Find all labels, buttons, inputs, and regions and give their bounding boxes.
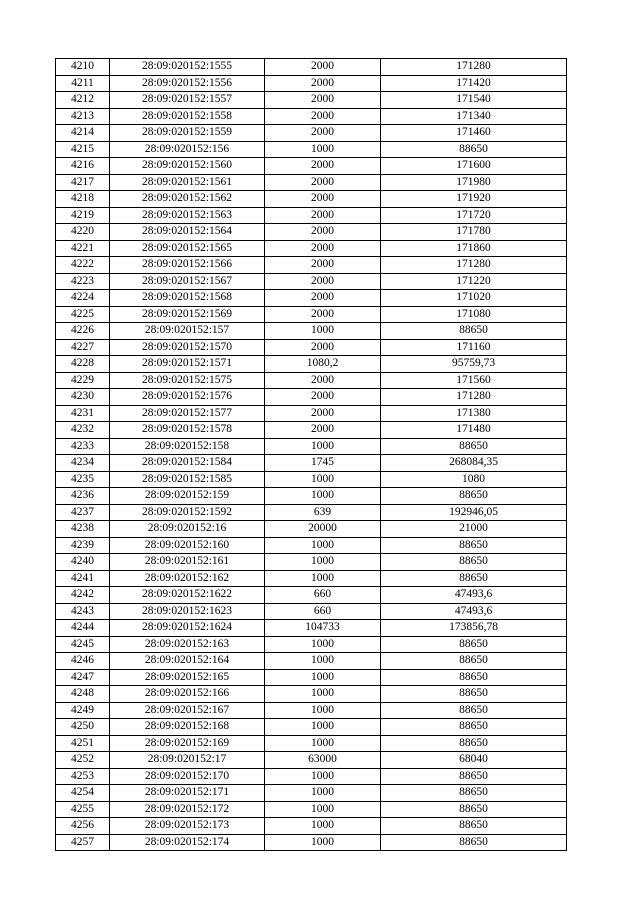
area-cell: 2000 bbox=[265, 75, 381, 92]
value-cell: 171480 bbox=[381, 422, 567, 439]
value-cell: 171600 bbox=[381, 158, 567, 175]
table-row bbox=[56, 504, 567, 521]
area-cell: 2000 bbox=[265, 108, 381, 125]
table-body bbox=[56, 59, 567, 851]
value-cell: 88650 bbox=[381, 818, 567, 835]
row-number-cell: 4233 bbox=[56, 438, 110, 455]
cadastral-number-cell: 28:09:020152:1555 bbox=[110, 59, 265, 76]
row-number-cell: 4253 bbox=[56, 768, 110, 785]
cadastral-number-cell: 28:09:020152:1592 bbox=[110, 504, 265, 521]
cadastral-number-cell: 28:09:020152:1577 bbox=[110, 405, 265, 422]
table-row bbox=[56, 273, 567, 290]
row-number-cell: 4245 bbox=[56, 636, 110, 653]
value-cell: 171160 bbox=[381, 339, 567, 356]
row-number-cell: 4215 bbox=[56, 141, 110, 158]
area-cell: 1000 bbox=[265, 537, 381, 554]
cadastral-number-cell: 28:09:020152:166 bbox=[110, 686, 265, 703]
row-number-cell: 4238 bbox=[56, 521, 110, 538]
table-row bbox=[56, 801, 567, 818]
value-cell: 171380 bbox=[381, 405, 567, 422]
area-cell: 2000 bbox=[265, 158, 381, 175]
area-cell: 1000 bbox=[265, 554, 381, 571]
row-number-cell: 4230 bbox=[56, 389, 110, 406]
row-number-cell: 4251 bbox=[56, 735, 110, 752]
cadastral-number-cell: 28:09:020152:164 bbox=[110, 653, 265, 670]
area-cell: 1745 bbox=[265, 455, 381, 472]
table-row bbox=[56, 554, 567, 571]
cadastral-number-cell: 28:09:020152:1570 bbox=[110, 339, 265, 356]
area-cell: 2000 bbox=[265, 125, 381, 142]
area-cell: 2000 bbox=[265, 191, 381, 208]
value-cell: 47493,6 bbox=[381, 603, 567, 620]
row-number-cell: 4240 bbox=[56, 554, 110, 571]
table-row bbox=[56, 75, 567, 92]
cadastral-number-cell: 28:09:020152:1566 bbox=[110, 257, 265, 274]
cadastral-number-cell: 28:09:020152:160 bbox=[110, 537, 265, 554]
row-number-cell: 4237 bbox=[56, 504, 110, 521]
row-number-cell: 4210 bbox=[56, 59, 110, 76]
row-number-cell: 4248 bbox=[56, 686, 110, 703]
table-row bbox=[56, 653, 567, 670]
value-cell: 88650 bbox=[381, 537, 567, 554]
row-number-cell: 4244 bbox=[56, 620, 110, 637]
table-row bbox=[56, 471, 567, 488]
table-row bbox=[56, 603, 567, 620]
table-row bbox=[56, 174, 567, 191]
table-row bbox=[56, 686, 567, 703]
row-number-cell: 4242 bbox=[56, 587, 110, 604]
area-cell: 20000 bbox=[265, 521, 381, 538]
area-cell: 1000 bbox=[265, 686, 381, 703]
value-cell: 88650 bbox=[381, 636, 567, 653]
row-number-cell: 4256 bbox=[56, 818, 110, 835]
row-number-cell: 4222 bbox=[56, 257, 110, 274]
area-cell: 2000 bbox=[265, 389, 381, 406]
cadastral-number-cell: 28:09:020152:1575 bbox=[110, 372, 265, 389]
row-number-cell: 4224 bbox=[56, 290, 110, 307]
cadastral-number-cell: 28:09:020152:172 bbox=[110, 801, 265, 818]
cadastral-number-cell: 28:09:020152:1565 bbox=[110, 240, 265, 257]
area-cell: 1000 bbox=[265, 818, 381, 835]
row-number-cell: 4228 bbox=[56, 356, 110, 373]
value-cell: 171860 bbox=[381, 240, 567, 257]
table-row bbox=[56, 636, 567, 653]
area-cell: 1000 bbox=[265, 702, 381, 719]
cadastral-number-cell: 28:09:020152:158 bbox=[110, 438, 265, 455]
value-cell: 88650 bbox=[381, 686, 567, 703]
area-cell: 2000 bbox=[265, 224, 381, 241]
area-cell: 2000 bbox=[265, 174, 381, 191]
cadastral-number-cell: 28:09:020152:159 bbox=[110, 488, 265, 505]
row-number-cell: 4232 bbox=[56, 422, 110, 439]
cadastral-number-cell: 28:09:020152:16 bbox=[110, 521, 265, 538]
row-number-cell: 4250 bbox=[56, 719, 110, 736]
cadastral-number-cell: 28:09:020152:1569 bbox=[110, 306, 265, 323]
value-cell: 171980 bbox=[381, 174, 567, 191]
row-number-cell: 4235 bbox=[56, 471, 110, 488]
row-number-cell: 4217 bbox=[56, 174, 110, 191]
value-cell: 171720 bbox=[381, 207, 567, 224]
table-row bbox=[56, 422, 567, 439]
table-row bbox=[56, 570, 567, 587]
value-cell: 268084,35 bbox=[381, 455, 567, 472]
cadastral-number-cell: 28:09:020152:17 bbox=[110, 752, 265, 769]
cadastral-number-cell: 28:09:020152:1562 bbox=[110, 191, 265, 208]
row-number-cell: 4211 bbox=[56, 75, 110, 92]
value-cell: 95759,73 bbox=[381, 356, 567, 373]
area-cell: 2000 bbox=[265, 257, 381, 274]
cadastral-number-cell: 28:09:020152:169 bbox=[110, 735, 265, 752]
table-row bbox=[56, 323, 567, 340]
area-cell: 2000 bbox=[265, 372, 381, 389]
area-cell: 1000 bbox=[265, 471, 381, 488]
cadastral-number-cell: 28:09:020152:156 bbox=[110, 141, 265, 158]
cadastral-number-cell: 28:09:020152:171 bbox=[110, 785, 265, 802]
value-cell: 171920 bbox=[381, 191, 567, 208]
value-cell: 88650 bbox=[381, 801, 567, 818]
table-row bbox=[56, 339, 567, 356]
cadastral-number-cell: 28:09:020152:1567 bbox=[110, 273, 265, 290]
area-cell: 1000 bbox=[265, 653, 381, 670]
row-number-cell: 4225 bbox=[56, 306, 110, 323]
area-cell: 1000 bbox=[265, 488, 381, 505]
value-cell: 88650 bbox=[381, 669, 567, 686]
cadastral-number-cell: 28:09:020152:163 bbox=[110, 636, 265, 653]
table-row bbox=[56, 224, 567, 241]
table-row bbox=[56, 587, 567, 604]
table-row bbox=[56, 372, 567, 389]
area-cell: 1000 bbox=[265, 636, 381, 653]
area-cell: 2000 bbox=[265, 339, 381, 356]
cadastral-number-cell: 28:09:020152:1571 bbox=[110, 356, 265, 373]
row-number-cell: 4252 bbox=[56, 752, 110, 769]
value-cell: 171780 bbox=[381, 224, 567, 241]
value-cell: 88650 bbox=[381, 834, 567, 851]
value-cell: 88650 bbox=[381, 768, 567, 785]
table-row bbox=[56, 108, 567, 125]
table-row bbox=[56, 818, 567, 835]
row-number-cell: 4221 bbox=[56, 240, 110, 257]
row-number-cell: 4213 bbox=[56, 108, 110, 125]
area-cell: 1000 bbox=[265, 570, 381, 587]
value-cell: 47493,6 bbox=[381, 587, 567, 604]
table-row bbox=[56, 125, 567, 142]
table-row bbox=[56, 521, 567, 538]
table-row bbox=[56, 191, 567, 208]
cadastral-number-cell: 28:09:020152:157 bbox=[110, 323, 265, 340]
table-row bbox=[56, 257, 567, 274]
cadastral-number-cell: 28:09:020152:1623 bbox=[110, 603, 265, 620]
row-number-cell: 4223 bbox=[56, 273, 110, 290]
row-number-cell: 4254 bbox=[56, 785, 110, 802]
table-row bbox=[56, 207, 567, 224]
area-cell: 1080,2 bbox=[265, 356, 381, 373]
value-cell: 171420 bbox=[381, 75, 567, 92]
cadastral-number-cell: 28:09:020152:165 bbox=[110, 669, 265, 686]
value-cell: 88650 bbox=[381, 141, 567, 158]
area-cell: 1000 bbox=[265, 323, 381, 340]
value-cell: 171540 bbox=[381, 92, 567, 109]
row-number-cell: 4257 bbox=[56, 834, 110, 851]
value-cell: 88650 bbox=[381, 653, 567, 670]
table-row bbox=[56, 240, 567, 257]
table-row bbox=[56, 669, 567, 686]
cadastral-number-cell: 28:09:020152:170 bbox=[110, 768, 265, 785]
area-cell: 1000 bbox=[265, 669, 381, 686]
value-cell: 171280 bbox=[381, 59, 567, 76]
area-cell: 104733 bbox=[265, 620, 381, 637]
area-cell: 2000 bbox=[265, 422, 381, 439]
cadastral-number-cell: 28:09:020152:1557 bbox=[110, 92, 265, 109]
table-row bbox=[56, 59, 567, 76]
cadastral-number-cell: 28:09:020152:174 bbox=[110, 834, 265, 851]
value-cell: 171020 bbox=[381, 290, 567, 307]
value-cell: 171280 bbox=[381, 389, 567, 406]
table-row bbox=[56, 735, 567, 752]
area-cell: 2000 bbox=[265, 59, 381, 76]
value-cell: 88650 bbox=[381, 554, 567, 571]
area-cell: 1000 bbox=[265, 801, 381, 818]
row-number-cell: 4218 bbox=[56, 191, 110, 208]
value-cell: 171280 bbox=[381, 257, 567, 274]
cadastral-number-cell: 28:09:020152:1585 bbox=[110, 471, 265, 488]
table-row bbox=[56, 306, 567, 323]
area-cell: 660 bbox=[265, 603, 381, 620]
row-number-cell: 4227 bbox=[56, 339, 110, 356]
value-cell: 88650 bbox=[381, 323, 567, 340]
cadastral-number-cell: 28:09:020152:1563 bbox=[110, 207, 265, 224]
table-row bbox=[56, 290, 567, 307]
table-row bbox=[56, 768, 567, 785]
data-table bbox=[55, 58, 567, 851]
cadastral-number-cell: 28:09:020152:1584 bbox=[110, 455, 265, 472]
area-cell: 1000 bbox=[265, 785, 381, 802]
cadastral-number-cell: 28:09:020152:1556 bbox=[110, 75, 265, 92]
area-cell: 1000 bbox=[265, 719, 381, 736]
area-cell: 1000 bbox=[265, 141, 381, 158]
area-cell: 2000 bbox=[265, 405, 381, 422]
row-number-cell: 4216 bbox=[56, 158, 110, 175]
row-number-cell: 4220 bbox=[56, 224, 110, 241]
value-cell: 171340 bbox=[381, 108, 567, 125]
table-row bbox=[56, 537, 567, 554]
area-cell: 2000 bbox=[265, 273, 381, 290]
row-number-cell: 4246 bbox=[56, 653, 110, 670]
table-row bbox=[56, 158, 567, 175]
value-cell: 171560 bbox=[381, 372, 567, 389]
row-number-cell: 4229 bbox=[56, 372, 110, 389]
area-cell: 1000 bbox=[265, 768, 381, 785]
table-row bbox=[56, 785, 567, 802]
table-row bbox=[56, 702, 567, 719]
value-cell: 68040 bbox=[381, 752, 567, 769]
table-row bbox=[56, 752, 567, 769]
area-cell: 639 bbox=[265, 504, 381, 521]
cadastral-number-cell: 28:09:020152:173 bbox=[110, 818, 265, 835]
cadastral-number-cell: 28:09:020152:1568 bbox=[110, 290, 265, 307]
cadastral-number-cell: 28:09:020152:1558 bbox=[110, 108, 265, 125]
value-cell: 88650 bbox=[381, 570, 567, 587]
table-row bbox=[56, 141, 567, 158]
area-cell: 2000 bbox=[265, 207, 381, 224]
area-cell: 63000 bbox=[265, 752, 381, 769]
value-cell: 88650 bbox=[381, 438, 567, 455]
value-cell: 88650 bbox=[381, 735, 567, 752]
value-cell: 173856,78 bbox=[381, 620, 567, 637]
row-number-cell: 4239 bbox=[56, 537, 110, 554]
row-number-cell: 4241 bbox=[56, 570, 110, 587]
table-row bbox=[56, 719, 567, 736]
value-cell: 88650 bbox=[381, 488, 567, 505]
row-number-cell: 4247 bbox=[56, 669, 110, 686]
value-cell: 171220 bbox=[381, 273, 567, 290]
cadastral-number-cell: 28:09:020152:1564 bbox=[110, 224, 265, 241]
cadastral-number-cell: 28:09:020152:161 bbox=[110, 554, 265, 571]
area-cell: 2000 bbox=[265, 240, 381, 257]
area-cell: 1000 bbox=[265, 834, 381, 851]
cadastral-number-cell: 28:09:020152:162 bbox=[110, 570, 265, 587]
cadastral-number-cell: 28:09:020152:167 bbox=[110, 702, 265, 719]
cadastral-number-cell: 28:09:020152:168 bbox=[110, 719, 265, 736]
cadastral-number-cell: 28:09:020152:1578 bbox=[110, 422, 265, 439]
table-row bbox=[56, 834, 567, 851]
area-cell: 660 bbox=[265, 587, 381, 604]
row-number-cell: 4219 bbox=[56, 207, 110, 224]
row-number-cell: 4255 bbox=[56, 801, 110, 818]
row-number-cell: 4226 bbox=[56, 323, 110, 340]
value-cell: 1080 bbox=[381, 471, 567, 488]
row-number-cell: 4249 bbox=[56, 702, 110, 719]
table-row bbox=[56, 389, 567, 406]
value-cell: 171080 bbox=[381, 306, 567, 323]
table-row bbox=[56, 356, 567, 373]
cadastral-number-cell: 28:09:020152:1561 bbox=[110, 174, 265, 191]
value-cell: 88650 bbox=[381, 719, 567, 736]
cadastral-number-cell: 28:09:020152:1622 bbox=[110, 587, 265, 604]
table-row bbox=[56, 438, 567, 455]
area-cell: 1000 bbox=[265, 735, 381, 752]
value-cell: 88650 bbox=[381, 785, 567, 802]
area-cell: 2000 bbox=[265, 92, 381, 109]
table-row bbox=[56, 405, 567, 422]
row-number-cell: 4236 bbox=[56, 488, 110, 505]
area-cell: 2000 bbox=[265, 306, 381, 323]
cadastral-number-cell: 28:09:020152:1576 bbox=[110, 389, 265, 406]
cadastral-number-cell: 28:09:020152:1624 bbox=[110, 620, 265, 637]
cadastral-number-cell: 28:09:020152:1559 bbox=[110, 125, 265, 142]
table-row bbox=[56, 488, 567, 505]
area-cell: 1000 bbox=[265, 438, 381, 455]
table-row bbox=[56, 92, 567, 109]
row-number-cell: 4231 bbox=[56, 405, 110, 422]
table-row bbox=[56, 455, 567, 472]
value-cell: 171460 bbox=[381, 125, 567, 142]
row-number-cell: 4234 bbox=[56, 455, 110, 472]
value-cell: 192946,05 bbox=[381, 504, 567, 521]
row-number-cell: 4243 bbox=[56, 603, 110, 620]
row-number-cell: 4214 bbox=[56, 125, 110, 142]
area-cell: 2000 bbox=[265, 290, 381, 307]
value-cell: 88650 bbox=[381, 702, 567, 719]
table-row bbox=[56, 620, 567, 637]
row-number-cell: 4212 bbox=[56, 92, 110, 109]
cadastral-number-cell: 28:09:020152:1560 bbox=[110, 158, 265, 175]
value-cell: 21000 bbox=[381, 521, 567, 538]
